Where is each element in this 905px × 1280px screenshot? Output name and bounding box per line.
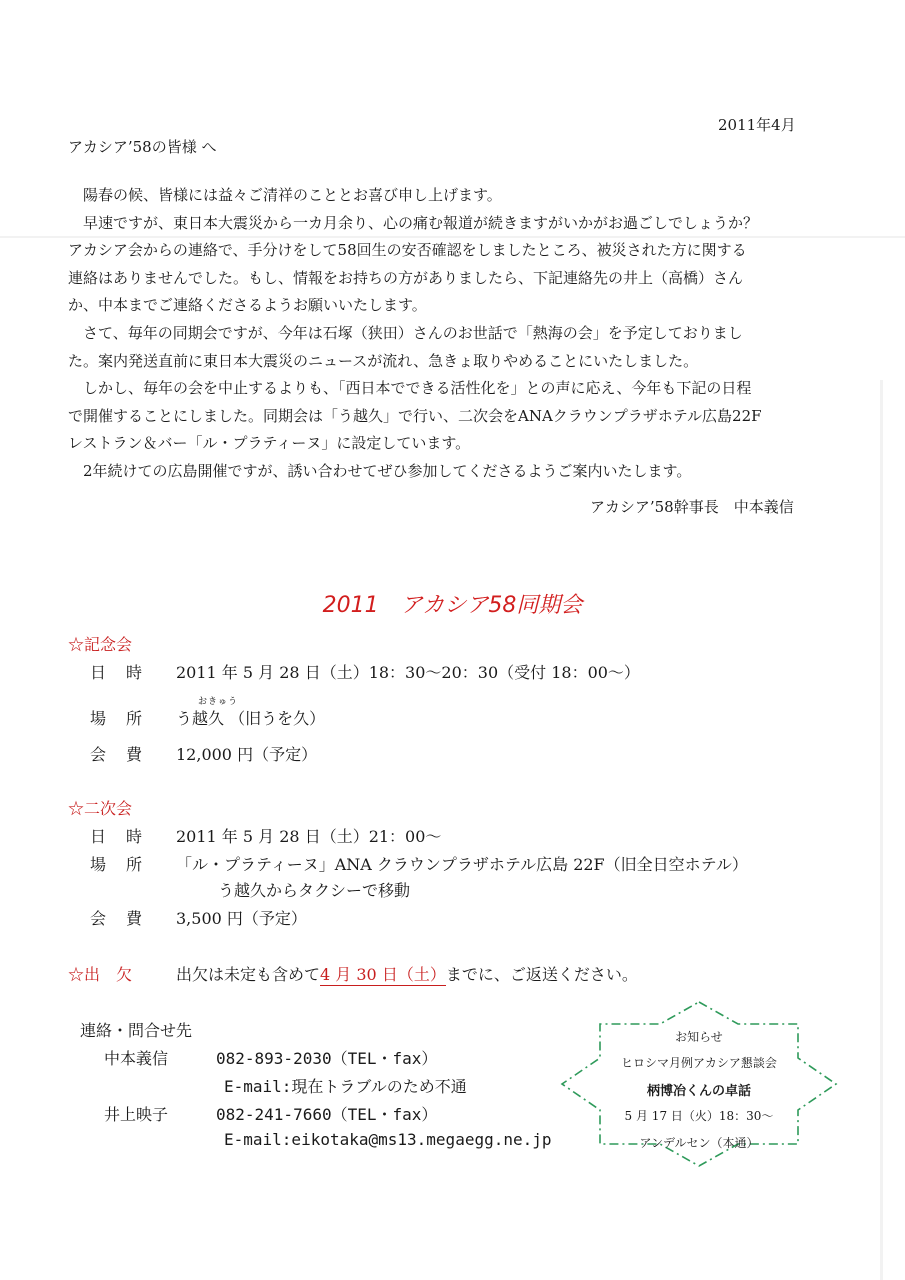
rsvp-deadline: 4 月 30 日（土） <box>320 965 446 984</box>
letter-paragraph: た。案内発送直前に東日本大震災のニュースが流れ、急きょ取りやめることにいたしました。 <box>68 351 699 370</box>
kinenkai-fee-value: 12,000 円（予定） <box>176 745 318 764</box>
contact-email: E-mail:現在トラブルのため不通 <box>224 1077 467 1096</box>
letter-paragraph: しかし、毎年の会を中止するよりも、「西日本でできる活性化を」との声に応え、今年も下記の日程 <box>68 379 752 398</box>
kinenkai-date-label: 日 時 <box>90 663 145 682</box>
notice-line-venue: アンデルセン（本通） <box>639 1136 759 1150</box>
notice-line-meeting: ヒロシマ月例アカシア懇談会 <box>621 1056 777 1070</box>
salutation: アカシア’58の皆様 へ <box>68 138 217 156</box>
letter-paragraph: で開催することにしました。同期会は「う越久」で行い、二次会をANAクラウンプラザホテル広島22F <box>68 406 762 425</box>
letter-paragraph: さて、毎年の同期会ですが、今年は石塚（狭田）さんのお世話で「熱海の会」を予定しておりまし <box>68 323 743 342</box>
contacts-heading: 連絡・問合せ先 <box>80 1021 193 1040</box>
letter-paragraph: か、中本までご連絡くださるようお願いいたします。 <box>68 296 427 315</box>
contact-name: 中本義信 <box>104 1049 169 1068</box>
letter-signature: アカシア’58幹事長 中本義信 <box>590 498 794 516</box>
paper-edge-shadow <box>880 380 883 1280</box>
notice-line-talk: 柄博冶くんの卓話 <box>646 1084 751 1099</box>
kinenkai-date-value: 2011 年 5 月 28 日（土）18：30〜20：30（受付 18：00〜） <box>176 663 640 682</box>
place-ruby: おきゅう <box>198 697 239 707</box>
nijikai-heading: ☆二次会 <box>68 799 133 818</box>
letter-body <box>68 182 828 486</box>
kinenkai-place <box>176 697 326 729</box>
kinenkai-place-label: 場 所 <box>90 709 145 728</box>
rsvp-heading: ☆出 欠 <box>68 965 133 984</box>
rsvp-text-before: 出欠は未定も含めて <box>176 965 321 984</box>
nijikai-place-value: 「ル・プラティーヌ」ANA クラウンプラザホテル広島 22F（旧全日空ホテル） <box>176 855 748 874</box>
rsvp-text-after: までに、ご返送ください。 <box>445 965 638 984</box>
kinenkai-place-name <box>176 697 239 729</box>
letter-paragraph: 連絡はありませんでした。もし、情報をお持ちの方がありましたら、下記連絡先の井上（高橋）さん <box>68 268 744 287</box>
nijikai-place-note: う越久からタクシーで移動 <box>218 881 411 900</box>
kinenkai-heading: ☆記念会 <box>68 635 133 654</box>
letter-paragraph: 早速ですが、東日本大震災から一カ月余り、心の痛む報道が続きますがいかがお過ごしでしょうか？ <box>68 213 759 232</box>
contact-email: E-mail:eikotaka@ms13.megaegg.ne.jp <box>224 1130 552 1149</box>
kinenkai-fee-label: 会 費 <box>90 745 145 764</box>
nijikai-fee-value: 3,500 円（予定） <box>176 909 307 928</box>
letter-date: 2011年4月 <box>718 116 796 134</box>
nijikai-date-value: 2011 年 5 月 28 日（土）21：00〜 <box>176 827 442 846</box>
nijikai-date-label: 日 時 <box>90 827 145 846</box>
nijikai-place-label: 場 所 <box>90 855 145 874</box>
contact-name: 井上映子 <box>104 1105 169 1124</box>
letter-paragraph: 陽春の候、皆様には益々ご清祥のこととお喜び申し上げます。 <box>68 186 502 204</box>
letter-paragraph: 2年続けての広島開催ですが、誘い合わせてぜひ参加してくださるようご案内いたします。 <box>68 461 692 480</box>
notice-title: お知らせ <box>675 1030 723 1044</box>
contact-phone: 082-241-7660（TEL・fax） <box>216 1105 438 1124</box>
contact-phone: 082-893-2030（TEL・fax） <box>216 1049 438 1068</box>
letter-paragraph: レストラン＆バー「ル・プラティーヌ」に設定しています。 <box>68 434 471 453</box>
notice-box <box>558 1000 840 1168</box>
place-name-text: う越久 <box>176 709 225 728</box>
event-title: 2011 アカシア58同期会 <box>322 593 583 618</box>
nijikai-fee-label: 会 費 <box>90 909 145 928</box>
rsvp-text <box>176 962 638 985</box>
notice-line-datetime: 5 月 17 日（火）18：30〜 <box>624 1109 774 1123</box>
place-old-name: （旧うを久） <box>229 709 326 728</box>
letter-paragraph: アカシア会からの連絡で、手分けをして58回生の安否確認をしましたところ、被災された方に関する <box>68 241 747 260</box>
